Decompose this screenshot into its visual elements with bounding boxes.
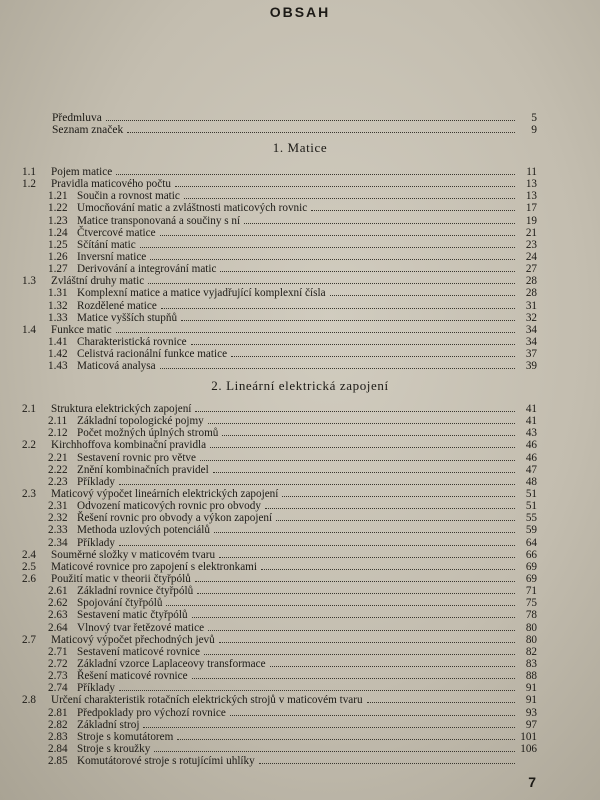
entry-text: Pojem matice (51, 166, 113, 178)
page-number: 7 (528, 774, 536, 790)
entry-text: Zvláštní druhy matic (51, 275, 145, 288)
entry-text: Předpoklady pro výchozí rovnice (77, 706, 226, 719)
dot-leader (214, 532, 515, 533)
entry-number: 2.61 (48, 585, 68, 598)
entry-number: 2.7 (22, 633, 36, 646)
dot-leader (191, 344, 515, 345)
entry-text: Spojování čtyřpólů (77, 597, 163, 610)
dot-leader (259, 763, 515, 764)
toc-entry (22, 476, 537, 488)
chapter-heading-2: 2. Lineární elektrická zapojení (211, 378, 389, 393)
toc-entry (22, 227, 537, 239)
entry-page: 11 (526, 166, 537, 178)
toc-entry (22, 263, 537, 275)
entry-page: 69 (525, 560, 537, 573)
entry-text: Funkce matic (51, 323, 112, 336)
toc-entry (22, 573, 537, 585)
entry-page: 78 (525, 609, 537, 622)
entry-text: Příklady (77, 475, 115, 488)
entry-page: 97 (525, 718, 537, 731)
dot-leader (230, 715, 515, 716)
entry-page: 23 (525, 238, 537, 251)
entry-number: 1.21 (48, 190, 68, 203)
toc-entry (22, 190, 537, 202)
entry-number: 2.33 (48, 524, 68, 537)
entry-page: 71 (525, 585, 537, 598)
entry-number: 2.34 (48, 536, 68, 549)
entry-page: 69 (525, 572, 537, 585)
entry-number: 1.42 (48, 348, 68, 361)
entry-page: 83 (525, 657, 537, 670)
dot-leader (195, 581, 515, 582)
entry-page: 32 (525, 311, 537, 324)
dot-leader (148, 283, 515, 284)
entry-text: Celistvá racionální funkce matice (77, 348, 228, 361)
entry-text: Základní stroj (77, 718, 140, 731)
dot-leader (177, 739, 515, 740)
entry-text: Stroje s komutátorem (77, 730, 174, 743)
entry-text: Předmluva (52, 112, 102, 124)
entry-page: 66 (525, 548, 537, 561)
entry-number: 1.26 (48, 250, 68, 263)
prelims-list (52, 112, 537, 136)
entry-text: Methoda uzlových potenciálů (77, 524, 210, 537)
entry-number: 1.27 (48, 263, 68, 276)
entry-number: 2.5 (22, 560, 36, 573)
toc-entry (22, 537, 537, 549)
entry-text: Komplexní matice a matice vyjadřující komplexní čísla (77, 287, 326, 300)
entry-number: 2.12 (48, 427, 68, 440)
toc-entry-symbols (52, 124, 537, 136)
dot-leader (160, 368, 515, 369)
entry-page: 21 (525, 226, 537, 239)
dot-leader (311, 210, 515, 211)
entry-page: 106 (520, 742, 537, 755)
entry-text: Maticový výpočet přechodných jevů (51, 633, 215, 646)
entry-text: Řešení rovnic pro obvody a výkon zapojení (77, 512, 273, 525)
entry-page: 34 (525, 335, 537, 348)
entry-number: 2.8 (22, 694, 36, 707)
entry-number: 2.4 (22, 548, 36, 561)
entry-number: 2.6 (22, 572, 36, 585)
entry-text: Sestavení matic čtyřpólů (77, 609, 188, 622)
toc-entry (22, 312, 537, 324)
dot-leader (197, 593, 515, 594)
entry-text: Základní vzorce Laplaceovy transformace (77, 657, 266, 670)
dot-leader (192, 617, 515, 618)
entry-page: 48 (525, 475, 537, 488)
toc-entry (22, 524, 537, 536)
entry-page: 17 (525, 202, 537, 215)
entry-page: 13 (525, 190, 537, 203)
entry-page: 41 (525, 403, 537, 415)
entry-text: Maticové rovnice pro zapojení s elektronkami (51, 560, 257, 573)
chapter-2-entries (22, 403, 537, 767)
entry-text: Příklady (77, 682, 115, 695)
toc-entry (22, 488, 537, 500)
dot-leader (175, 186, 515, 187)
entry-number: 2.3 (22, 487, 36, 500)
dot-leader (127, 132, 515, 133)
entry-page: 80 (525, 621, 537, 634)
entry-text: Komutátorové stroje s rotujícími uhlíky (77, 755, 255, 768)
entry-number: 2.31 (48, 500, 68, 513)
entry-number: 2.64 (48, 621, 68, 634)
entry-page: 28 (525, 287, 537, 300)
contents-title: OBSAH (269, 4, 331, 20)
dot-leader (208, 423, 515, 424)
entry-page: 28 (525, 275, 537, 288)
entry-text: Souměrné složky v maticovém tvaru (51, 548, 216, 561)
entry-text: Pravidla maticového počtu (51, 178, 171, 191)
entry-number: 2.72 (48, 657, 68, 670)
entry-text: Sčítání matic (77, 238, 136, 251)
entry-number: 2.81 (48, 706, 68, 719)
dot-leader (219, 642, 515, 643)
dot-leader (119, 484, 515, 485)
entry-text: Matice vyšších stupňů (77, 311, 178, 324)
entry-text: Vlnový tvar řetězové matice (77, 621, 205, 634)
toc-entry (22, 755, 537, 767)
toc-entry (22, 707, 537, 719)
toc-entry (22, 670, 537, 682)
dot-leader (270, 666, 515, 667)
entry-text: Rozdělené matice (77, 299, 157, 312)
dot-leader (192, 678, 515, 679)
entry-page: 34 (525, 323, 537, 336)
entry-number: 2.32 (48, 512, 68, 525)
toc-entry (22, 731, 537, 743)
entry-page: 46 (525, 451, 537, 464)
toc-entry (22, 512, 537, 524)
entry-text: Inversní matice (77, 250, 147, 263)
toc-entry (22, 622, 537, 634)
toc-entry (22, 403, 537, 415)
toc-entry (22, 348, 537, 360)
entry-page: 101 (520, 730, 537, 743)
entry-number: 1.3 (22, 275, 36, 288)
entry-page: 91 (525, 682, 537, 695)
entry-text: Kirchhoffova kombinační pravidla (51, 439, 207, 452)
toc-entry (22, 336, 537, 348)
entry-number: 1.25 (48, 238, 68, 251)
entry-number: 2.85 (48, 755, 68, 768)
entry-number: 2.23 (48, 475, 68, 488)
entry-text: Základní topologické pojmy (77, 415, 204, 428)
toc-entry (22, 439, 537, 451)
dot-leader (160, 235, 515, 236)
entry-number: 1.23 (48, 214, 68, 227)
dot-leader (219, 557, 515, 558)
entry-page: 59 (525, 524, 537, 537)
entry-number: 1.1 (22, 166, 36, 178)
entry-text: Počet možných úplných stromů (77, 427, 219, 440)
toc-entry (22, 743, 537, 755)
dot-leader (119, 545, 515, 546)
entry-page: 93 (525, 706, 537, 719)
entry-page: 51 (525, 500, 537, 513)
dot-leader (200, 460, 515, 461)
entry-number: 1.4 (22, 323, 36, 336)
dot-leader (184, 198, 515, 199)
dot-leader (220, 271, 515, 272)
toc-entry (22, 682, 537, 694)
entry-page: 31 (525, 299, 537, 312)
entry-text: Určení charakteristik rotačních elektrických strojů v maticovém tvaru (51, 694, 363, 707)
entry-number: 2.73 (48, 670, 68, 683)
toc-entry (22, 719, 537, 731)
entry-page: 82 (525, 645, 537, 658)
toc-entry (22, 215, 537, 227)
entry-text: Znění kombinačních pravidel (77, 463, 209, 476)
entry-text: Čtvercové matice (77, 226, 156, 239)
toc-entry (22, 415, 537, 427)
entry-number: 1.2 (22, 178, 36, 191)
dot-leader (116, 332, 515, 333)
dot-leader (367, 702, 515, 703)
entry-number: 1.41 (48, 335, 68, 348)
entry-text: Stroje s kroužky (77, 742, 151, 755)
toc-entry (22, 202, 537, 214)
entry-page: 9 (531, 124, 537, 136)
entry-page: 39 (525, 360, 537, 373)
dot-leader (161, 308, 515, 309)
entry-page: 80 (525, 633, 537, 646)
toc-entry (22, 360, 537, 372)
dot-leader (213, 472, 515, 473)
entry-number: 1.43 (48, 360, 68, 373)
dot-leader (261, 569, 515, 570)
dot-leader (210, 447, 515, 448)
entry-page: 27 (525, 263, 537, 276)
toc-entry (22, 585, 537, 597)
entry-page: 41 (525, 415, 537, 428)
entry-text: Struktura elektrických zapojení (51, 403, 192, 415)
entry-page: 64 (525, 536, 537, 549)
dot-leader (150, 259, 515, 260)
toc-entry (22, 549, 537, 561)
entry-text: Základní rovnice čtyřpólů (77, 585, 194, 598)
entry-text: Maticový výpočet lineárních elektrických zapojení (51, 487, 279, 500)
entry-page: 24 (525, 250, 537, 263)
entry-page: 51 (525, 487, 537, 500)
dot-leader (282, 496, 515, 497)
entry-text: Sestavení maticové rovnice (77, 645, 201, 658)
dot-leader (244, 223, 515, 224)
entry-page: 55 (525, 512, 537, 525)
toc-entry (22, 275, 537, 287)
toc-entry (22, 178, 537, 190)
entry-number: 1.31 (48, 287, 68, 300)
chapter-1-entries (22, 166, 537, 372)
dot-leader (140, 247, 515, 248)
entry-text: Sestavení rovnic pro větve (77, 451, 196, 464)
dot-leader (154, 751, 515, 752)
toc-entry (22, 452, 537, 464)
dot-leader (116, 174, 515, 175)
entry-number: 1.22 (48, 202, 68, 215)
dot-leader (204, 654, 515, 655)
entry-number: 2.74 (48, 682, 68, 695)
toc-entry (22, 561, 537, 573)
toc-entry (22, 300, 537, 312)
entry-number: 1.24 (48, 226, 68, 239)
toc-entry (22, 694, 537, 706)
toc-entry (22, 239, 537, 251)
entry-page: 37 (525, 348, 537, 361)
toc-entry (22, 251, 537, 263)
toc-entry (22, 597, 537, 609)
chapter-heading-1: 1. Matice (272, 140, 328, 155)
entry-number: 1.33 (48, 311, 68, 324)
toc-entry (22, 658, 537, 670)
dot-leader (119, 690, 515, 691)
entry-page: 43 (525, 427, 537, 440)
toc-entry (22, 609, 537, 621)
toc-entry (22, 634, 537, 646)
entry-text: Součin a rovnost matic (77, 190, 180, 203)
toc-entry (22, 287, 537, 299)
dot-leader (222, 435, 515, 436)
entry-text: Použití matic v theorii čtyřpólů (51, 572, 191, 585)
entry-text: Charakteristická rovnice (77, 335, 187, 348)
entry-text: Maticová analysa (77, 360, 156, 373)
entry-page: 5 (531, 112, 537, 124)
entry-page: 19 (525, 214, 537, 227)
entry-page: 91 (525, 694, 537, 707)
entry-text: Seznam značek (52, 124, 124, 136)
entry-number: 2.1 (22, 403, 36, 415)
dot-leader (106, 120, 515, 121)
entry-number: 2.83 (48, 730, 68, 743)
toc-entry (22, 464, 537, 476)
toc-entry-preface (52, 112, 537, 124)
entry-text: Řešení maticové rovnice (77, 670, 188, 683)
entry-number: 2.63 (48, 609, 68, 622)
toc-entry (22, 427, 537, 439)
entry-number: 2.84 (48, 742, 68, 755)
entry-page: 75 (525, 597, 537, 610)
entry-text: Umocňování matic a zvláštnosti maticových rovnic (77, 202, 308, 215)
entry-page: 47 (525, 463, 537, 476)
dot-leader (231, 356, 515, 357)
dot-leader (166, 605, 515, 606)
entry-text: Matice transponovaná a součiny s ní (77, 214, 241, 227)
entry-text: Derivování a integrování matic (77, 263, 217, 276)
entry-text: Příklady (77, 536, 115, 549)
dot-leader (195, 411, 515, 412)
dot-leader (181, 320, 515, 321)
toc-entry (22, 324, 537, 336)
entry-number: 2.71 (48, 645, 68, 658)
entry-number: 1.32 (48, 299, 68, 312)
entry-number: 2.21 (48, 451, 68, 464)
dot-leader (208, 630, 515, 631)
entry-page: 88 (525, 670, 537, 683)
entry-page: 13 (525, 178, 537, 191)
dot-leader (276, 520, 515, 521)
entry-text: Odvození maticových rovnic pro obvody (77, 500, 261, 513)
entry-number: 2.22 (48, 463, 68, 476)
toc-entry (22, 646, 537, 658)
toc-entry (22, 500, 537, 512)
entry-number: 2.62 (48, 597, 68, 610)
dot-leader (330, 295, 515, 296)
toc-entry (22, 166, 537, 178)
dot-leader (143, 727, 515, 728)
entry-number: 2.82 (48, 718, 68, 731)
dot-leader (265, 508, 515, 509)
entry-page: 46 (525, 439, 537, 452)
entry-number: 2.11 (48, 415, 68, 428)
entry-number: 2.2 (22, 439, 36, 452)
